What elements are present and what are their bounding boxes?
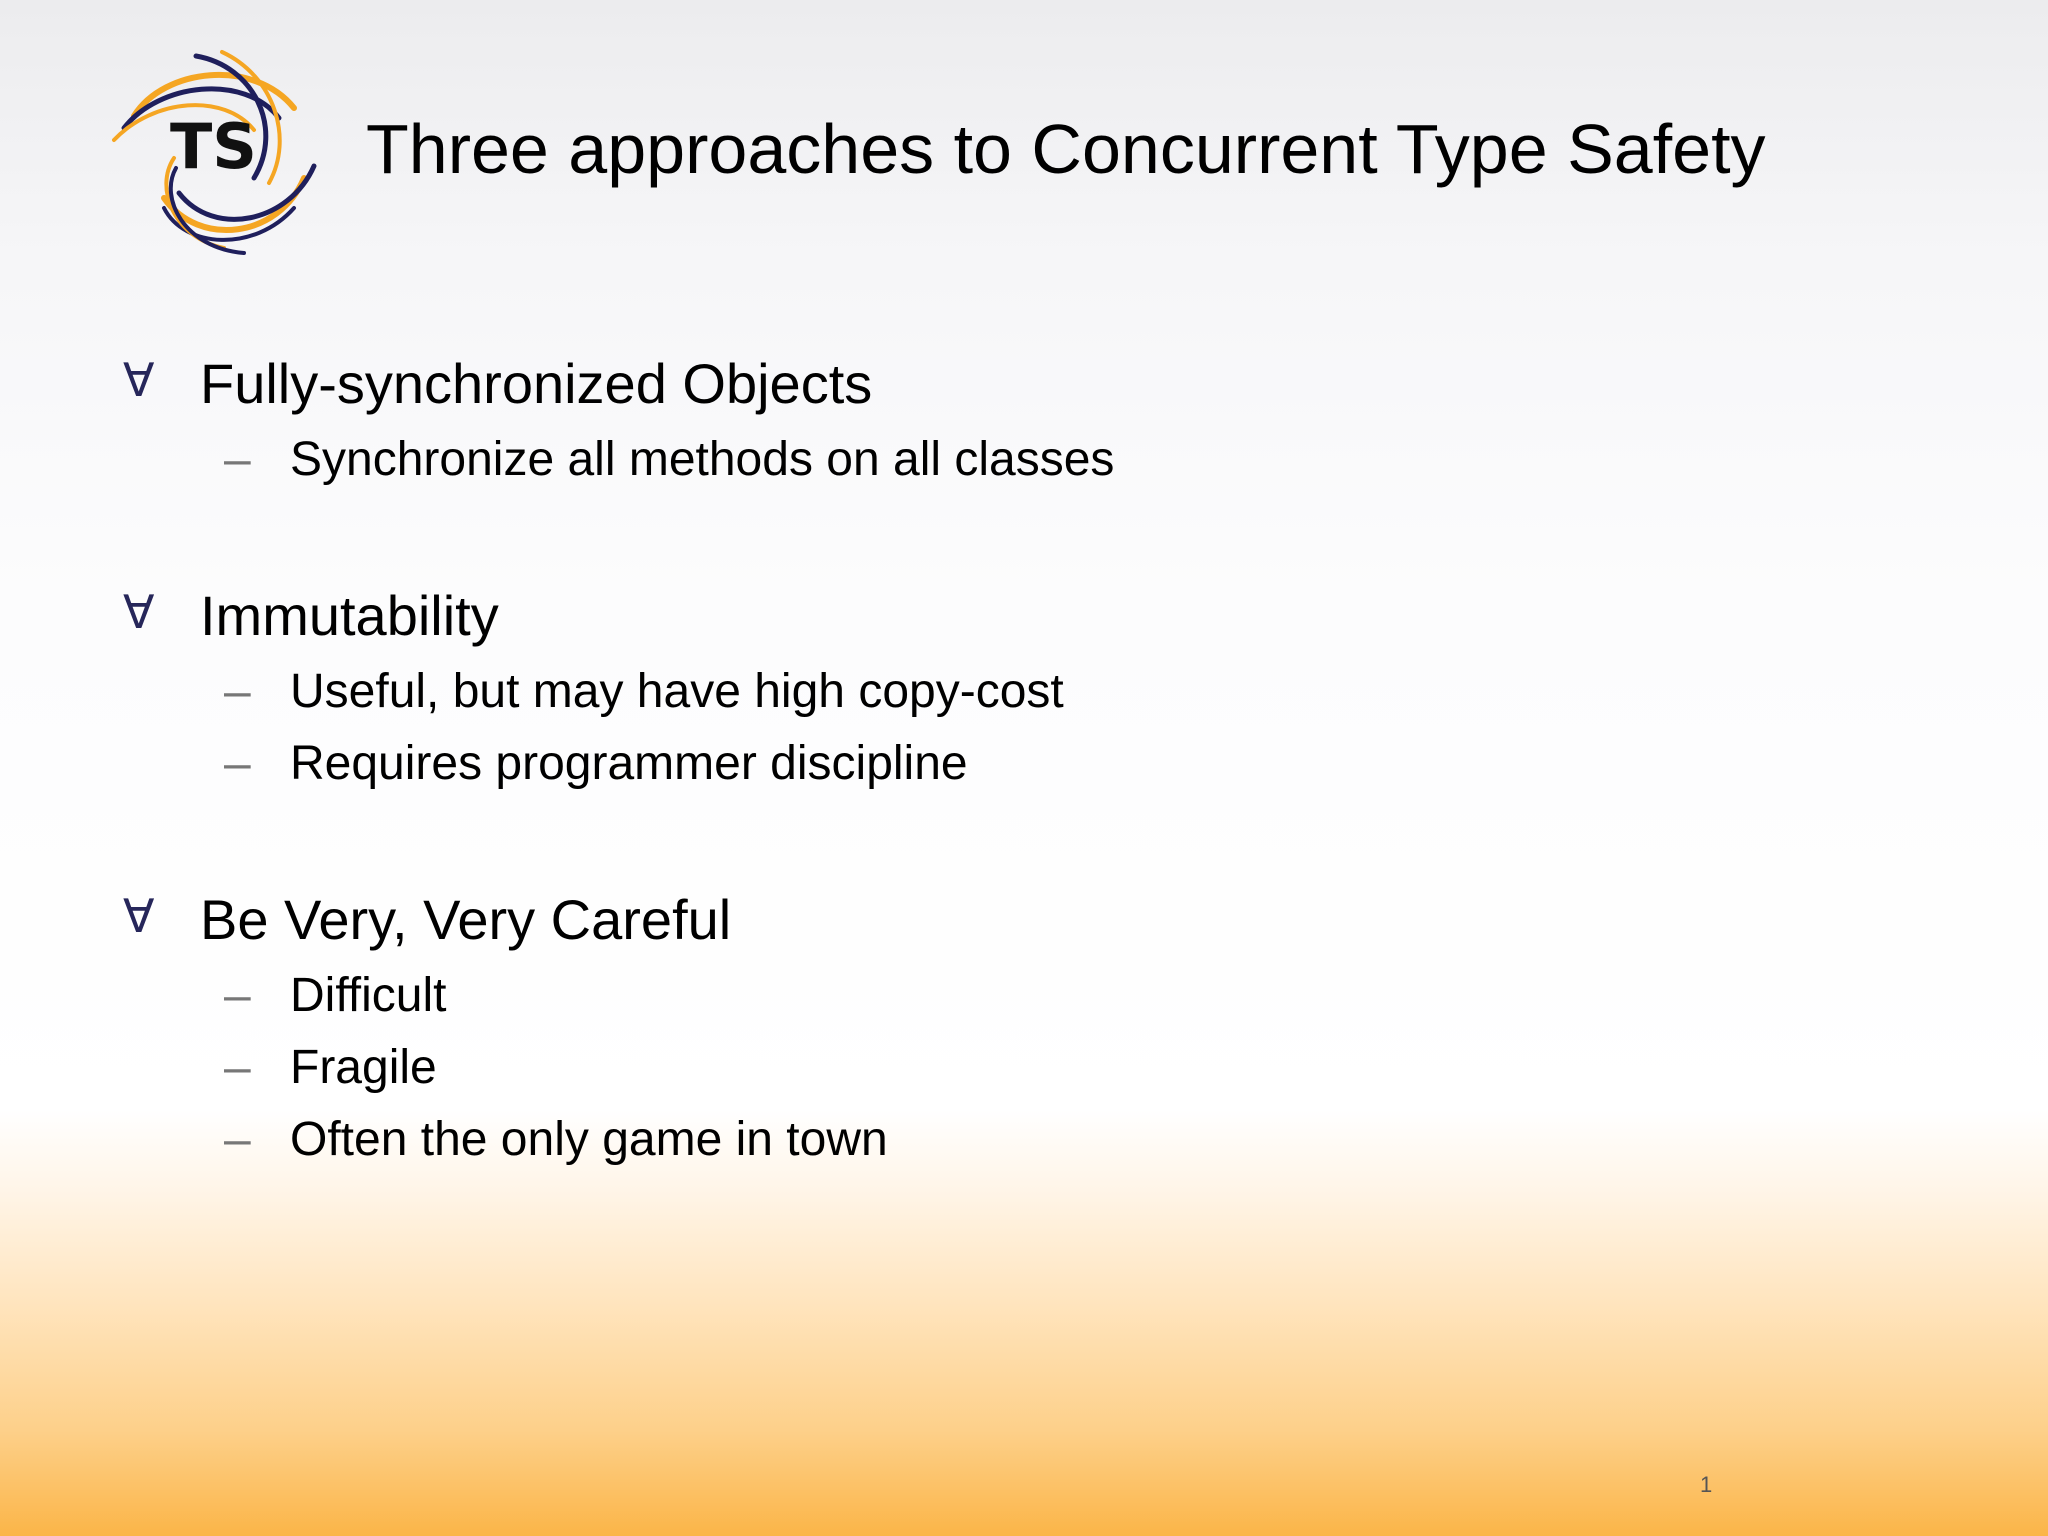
page-number: 1: [1700, 1472, 1713, 1497]
dash-bullet-icon: –: [224, 1113, 251, 1166]
slide-title: Three approaches to Concurrent Type Safety: [366, 110, 1766, 188]
sub-bullet-text: Often the only game in town: [290, 1113, 888, 1166]
sub-bullet-text: Useful, but may have high copy-cost: [290, 665, 1064, 718]
dash-bullet-icon: –: [224, 1041, 251, 1094]
dash-bullet-icon: –: [224, 665, 251, 718]
for-all-bullet-icon: ∀: [123, 585, 155, 639]
sub-bullet-text: Synchronize all methods on all classes: [290, 433, 1115, 486]
ts-logo: [104, 48, 324, 258]
sub-bullet-text: Difficult: [290, 969, 447, 1022]
sub-bullet-text: Fragile: [290, 1041, 437, 1094]
bullet-text: Be Very, Very Careful: [200, 888, 732, 951]
for-all-bullet-icon: ∀: [123, 353, 155, 407]
swirl-logo-icon: [104, 48, 324, 258]
for-all-bullet-icon: ∀: [123, 889, 155, 943]
sub-bullet-text: Requires programmer discipline: [290, 737, 968, 790]
dash-bullet-icon: –: [224, 433, 251, 486]
dash-bullet-icon: –: [224, 969, 251, 1022]
bullet-text: Immutability: [200, 584, 499, 647]
bullet-text: Fully-synchronized Objects: [200, 352, 873, 415]
logo-text: TS: [170, 110, 257, 183]
dash-bullet-icon: –: [224, 737, 251, 790]
